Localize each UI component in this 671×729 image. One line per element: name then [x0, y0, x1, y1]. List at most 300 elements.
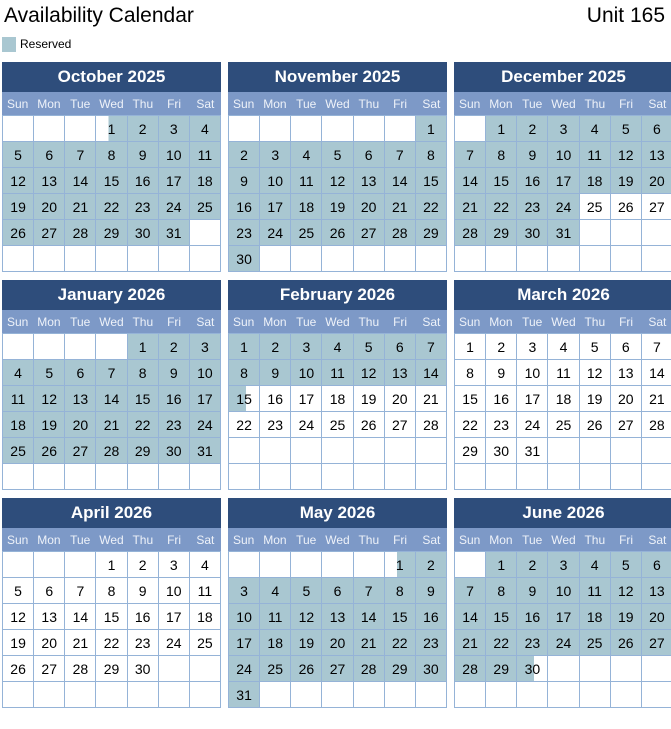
day-cell: 1 — [96, 116, 127, 142]
day-cell: 24 — [159, 194, 190, 220]
day-cell: 21 — [65, 194, 96, 220]
day-cell: 19 — [34, 412, 65, 438]
blank-cell — [3, 334, 34, 360]
blank-cell — [34, 682, 65, 708]
day-cell: 28 — [416, 412, 447, 438]
day-cell: 1 — [229, 334, 260, 360]
weekday-label: Thu — [584, 96, 606, 111]
blank-cell — [65, 682, 96, 708]
month-title: October 2025 — [2, 62, 221, 92]
day-cell: 4 — [260, 578, 291, 604]
day-cell: 6 — [354, 142, 385, 168]
day-cell: 12 — [611, 578, 642, 604]
blank-cell — [96, 464, 127, 490]
day-cell: 28 — [642, 412, 671, 438]
day-cell: 10 — [159, 578, 190, 604]
month-title: April 2026 — [2, 498, 221, 528]
day-cell: 30 — [229, 246, 260, 272]
weekday-label: Sat — [422, 314, 441, 329]
day-cell: 2 — [517, 552, 548, 578]
day-grid — [2, 333, 221, 490]
day-cell: 16 — [260, 386, 291, 412]
day-cell: 26 — [580, 412, 611, 438]
day-cell: 11 — [580, 142, 611, 168]
day-cell: 2 — [486, 334, 517, 360]
blank-cell — [128, 682, 159, 708]
day-cell: 31 — [548, 220, 579, 246]
day-cell: 15 — [486, 604, 517, 630]
blank-cell — [611, 464, 642, 490]
day-cell: 27 — [642, 630, 671, 656]
day-cell: 17 — [159, 604, 190, 630]
blank-cell — [190, 682, 221, 708]
day-cell: 31 — [229, 682, 260, 708]
day-cell: 10 — [190, 360, 221, 386]
day-cell: 6 — [34, 578, 65, 604]
day-cell: 9 — [416, 578, 447, 604]
weekday-label: Fri — [393, 532, 408, 547]
month-calendar — [228, 62, 447, 272]
day-cell: 16 — [517, 168, 548, 194]
day-cell: 24 — [548, 630, 579, 656]
day-cell: 15 — [96, 168, 127, 194]
weekday-label: Tue — [522, 314, 543, 329]
day-cell: 19 — [291, 630, 322, 656]
month-title: January 2026 — [2, 280, 221, 310]
day-cell: 21 — [455, 194, 486, 220]
blank-cell — [65, 246, 96, 272]
month-title: December 2025 — [454, 62, 671, 92]
blank-cell — [260, 246, 291, 272]
day-cell: 1 — [96, 552, 127, 578]
blank-cell — [128, 464, 159, 490]
weekday-label: Sat — [648, 96, 667, 111]
blank-cell — [354, 116, 385, 142]
day-cell: 3 — [159, 552, 190, 578]
blank-cell — [354, 464, 385, 490]
blank-cell — [96, 246, 127, 272]
day-cell: 23 — [159, 412, 190, 438]
blank-cell — [416, 246, 447, 272]
day-cell: 25 — [260, 656, 291, 682]
blank-cell — [486, 246, 517, 272]
legend — [2, 34, 671, 54]
blank-cell — [354, 438, 385, 464]
day-cell: 23 — [128, 194, 159, 220]
day-cell: 27 — [642, 194, 671, 220]
month-title: March 2026 — [454, 280, 671, 310]
day-cell: 1 — [486, 552, 517, 578]
blank-cell — [322, 246, 353, 272]
blank-cell — [611, 246, 642, 272]
weekday-label: Wed — [551, 96, 576, 111]
day-cell: 3 — [291, 334, 322, 360]
day-cell: 3 — [190, 334, 221, 360]
weekday-label: Mon — [263, 532, 287, 547]
day-cell: 12 — [580, 360, 611, 386]
day-cell: 9 — [260, 360, 291, 386]
weekday-label: Sun — [458, 314, 481, 329]
day-cell: 10 — [548, 578, 579, 604]
day-grid — [454, 551, 671, 708]
weekday-label: Sun — [6, 314, 29, 329]
blank-cell — [260, 116, 291, 142]
blank-cell — [580, 438, 611, 464]
day-cell: 12 — [3, 604, 34, 630]
blank-cell — [190, 656, 221, 682]
day-cell: 6 — [385, 334, 416, 360]
blank-cell — [455, 552, 486, 578]
weekday-label: Fri — [393, 314, 408, 329]
blank-cell — [159, 246, 190, 272]
day-cell: 26 — [291, 656, 322, 682]
day-cell: 9 — [128, 578, 159, 604]
day-cell: 5 — [580, 334, 611, 360]
day-cell: 21 — [96, 412, 127, 438]
blank-cell — [455, 464, 486, 490]
day-cell: 21 — [455, 630, 486, 656]
day-cell: 3 — [260, 142, 291, 168]
day-cell: 7 — [65, 578, 96, 604]
day-cell: 4 — [322, 334, 353, 360]
day-cell: 20 — [34, 194, 65, 220]
day-cell: 19 — [354, 386, 385, 412]
day-cell: 7 — [354, 578, 385, 604]
day-cell: 28 — [65, 220, 96, 246]
day-cell: 1 — [486, 116, 517, 142]
blank-cell — [385, 246, 416, 272]
weekday-label: Sat — [648, 314, 667, 329]
weekday-label: Mon — [37, 532, 61, 547]
day-cell: 22 — [455, 412, 486, 438]
blank-cell — [291, 682, 322, 708]
day-cell: 19 — [611, 604, 642, 630]
day-cell: 14 — [96, 386, 127, 412]
weekday-label: Mon — [263, 314, 287, 329]
blank-cell — [642, 246, 671, 272]
day-cell: 4 — [190, 552, 221, 578]
day-cell: 16 — [229, 194, 260, 220]
day-cell: 2 — [229, 142, 260, 168]
day-cell: 9 — [128, 142, 159, 168]
blank-cell — [322, 116, 353, 142]
blank-cell — [455, 246, 486, 272]
day-cell: 8 — [455, 360, 486, 386]
day-cell: 26 — [3, 656, 34, 682]
day-cell: 8 — [416, 142, 447, 168]
day-cell: 11 — [580, 578, 611, 604]
day-cell: 19 — [322, 194, 353, 220]
day-cell: 18 — [260, 630, 291, 656]
day-cell: 23 — [486, 412, 517, 438]
day-cell: 6 — [642, 552, 671, 578]
day-cell: 2 — [416, 552, 447, 578]
weekday-label: Thu — [358, 532, 380, 547]
blank-cell — [354, 682, 385, 708]
day-cell: 8 — [96, 142, 127, 168]
weekday-header — [228, 310, 447, 333]
blank-cell — [96, 334, 127, 360]
blank-cell — [34, 334, 65, 360]
weekday-label: Fri — [167, 532, 182, 547]
day-cell: 13 — [34, 604, 65, 630]
day-cell: 9 — [517, 578, 548, 604]
weekday-label: Thu — [358, 314, 380, 329]
weekday-label: Mon — [263, 96, 287, 111]
blank-cell — [416, 438, 447, 464]
weekday-label: Sun — [232, 532, 255, 547]
day-cell: 21 — [65, 630, 96, 656]
day-cell: 30 — [416, 656, 447, 682]
day-cell: 29 — [128, 438, 159, 464]
blank-cell — [455, 682, 486, 708]
day-cell: 22 — [96, 630, 127, 656]
day-cell: 13 — [65, 386, 96, 412]
day-cell: 30 — [486, 438, 517, 464]
blank-cell — [548, 438, 579, 464]
blank-cell — [159, 464, 190, 490]
day-cell: 31 — [517, 438, 548, 464]
weekday-label: Mon — [489, 314, 513, 329]
weekday-label: Fri — [167, 314, 182, 329]
blank-cell — [291, 246, 322, 272]
day-cell: 11 — [260, 604, 291, 630]
day-cell: 9 — [159, 360, 190, 386]
weekday-label: Thu — [584, 314, 606, 329]
weekday-label: Tue — [522, 532, 543, 547]
day-cell: 8 — [128, 360, 159, 386]
weekday-label: Sun — [232, 96, 255, 111]
blank-cell — [96, 682, 127, 708]
day-cell: 26 — [322, 220, 353, 246]
weekday-label: Thu — [132, 532, 154, 547]
blank-cell — [3, 682, 34, 708]
weekday-label: Thu — [132, 314, 154, 329]
blank-cell — [455, 116, 486, 142]
day-cell: 21 — [385, 194, 416, 220]
day-cell: 14 — [65, 168, 96, 194]
day-cell: 30 — [517, 656, 548, 682]
blank-cell — [611, 220, 642, 246]
day-cell: 20 — [642, 168, 671, 194]
blank-cell — [322, 464, 353, 490]
day-cell: 11 — [190, 578, 221, 604]
weekday-label: Wed — [551, 314, 576, 329]
blank-cell — [416, 464, 447, 490]
month-title: February 2026 — [228, 280, 447, 310]
day-cell: 11 — [3, 386, 34, 412]
day-cell: 19 — [580, 386, 611, 412]
legend-label: Reserved — [20, 37, 72, 51]
day-cell: 25 — [322, 412, 353, 438]
blank-cell — [229, 464, 260, 490]
day-cell: 5 — [354, 334, 385, 360]
day-cell: 18 — [580, 604, 611, 630]
day-cell: 14 — [642, 360, 671, 386]
weekday-label: Fri — [167, 96, 182, 111]
blank-cell — [611, 656, 642, 682]
blank-cell — [642, 464, 671, 490]
day-cell: 14 — [416, 360, 447, 386]
weekday-header — [454, 92, 671, 115]
month-calendar — [228, 498, 447, 708]
blank-cell — [548, 656, 579, 682]
weekday-label: Fri — [619, 96, 634, 111]
day-cell: 14 — [455, 168, 486, 194]
weekday-label: Fri — [619, 314, 634, 329]
day-cell: 16 — [128, 604, 159, 630]
weekday-header — [454, 310, 671, 333]
blank-cell — [611, 438, 642, 464]
blank-cell — [580, 246, 611, 272]
day-cell: 8 — [385, 578, 416, 604]
weekday-header — [2, 528, 221, 551]
day-cell: 8 — [229, 360, 260, 386]
blank-cell — [517, 682, 548, 708]
day-cell: 5 — [611, 116, 642, 142]
weekday-label: Wed — [99, 532, 124, 547]
day-cell: 8 — [96, 578, 127, 604]
day-cell: 24 — [190, 412, 221, 438]
day-cell: 4 — [190, 116, 221, 142]
day-cell: 18 — [190, 604, 221, 630]
day-cell: 24 — [229, 656, 260, 682]
reserved-swatch-icon — [2, 37, 16, 52]
month-calendar — [454, 498, 671, 708]
blank-cell — [517, 464, 548, 490]
page-header — [2, 2, 671, 32]
blank-cell — [611, 682, 642, 708]
day-cell: 22 — [486, 630, 517, 656]
day-cell: 24 — [260, 220, 291, 246]
day-cell: 13 — [642, 142, 671, 168]
day-cell: 5 — [34, 360, 65, 386]
blank-cell — [159, 682, 190, 708]
weekday-header — [454, 528, 671, 551]
day-cell: 3 — [229, 578, 260, 604]
day-grid — [454, 115, 671, 272]
blank-cell — [229, 116, 260, 142]
weekday-label: Tue — [296, 314, 317, 329]
blank-cell — [291, 464, 322, 490]
weekday-label: Sat — [196, 532, 215, 547]
weekday-label: Tue — [70, 532, 91, 547]
blank-cell — [128, 246, 159, 272]
day-cell: 23 — [416, 630, 447, 656]
day-cell: 16 — [517, 604, 548, 630]
blank-cell — [385, 682, 416, 708]
day-cell: 23 — [260, 412, 291, 438]
day-cell: 13 — [642, 578, 671, 604]
day-grid — [228, 333, 447, 490]
day-cell: 28 — [65, 656, 96, 682]
blank-cell — [3, 552, 34, 578]
day-cell: 4 — [291, 142, 322, 168]
day-cell: 10 — [548, 142, 579, 168]
day-cell: 2 — [260, 334, 291, 360]
blank-cell — [260, 552, 291, 578]
day-cell: 5 — [3, 578, 34, 604]
blank-cell — [190, 220, 221, 246]
day-cell: 12 — [322, 168, 353, 194]
day-cell: 24 — [548, 194, 579, 220]
day-cell: 14 — [455, 604, 486, 630]
weekday-label: Thu — [584, 532, 606, 547]
day-grid — [228, 115, 447, 272]
day-cell: 3 — [517, 334, 548, 360]
day-cell: 18 — [3, 412, 34, 438]
weekday-header — [228, 528, 447, 551]
day-cell: 6 — [611, 334, 642, 360]
blank-cell — [385, 464, 416, 490]
weekday-label: Thu — [358, 96, 380, 111]
blank-cell — [65, 334, 96, 360]
weekday-label: Sat — [648, 532, 667, 547]
day-cell: 28 — [455, 656, 486, 682]
day-cell: 25 — [580, 194, 611, 220]
day-cell: 14 — [385, 168, 416, 194]
day-cell: 25 — [3, 438, 34, 464]
day-cell: 22 — [416, 194, 447, 220]
day-cell: 24 — [517, 412, 548, 438]
day-cell: 20 — [611, 386, 642, 412]
weekday-label: Tue — [296, 96, 317, 111]
day-cell: 28 — [455, 220, 486, 246]
day-cell: 30 — [517, 220, 548, 246]
day-cell: 4 — [548, 334, 579, 360]
day-cell: 15 — [96, 604, 127, 630]
blank-cell — [548, 246, 579, 272]
day-cell: 2 — [128, 552, 159, 578]
blank-cell — [385, 116, 416, 142]
weekday-label: Tue — [70, 96, 91, 111]
weekday-label: Sat — [422, 96, 441, 111]
day-cell: 16 — [159, 386, 190, 412]
blank-cell — [260, 682, 291, 708]
blank-cell — [3, 246, 34, 272]
blank-cell — [486, 682, 517, 708]
weekday-label: Wed — [325, 314, 350, 329]
day-cell: 12 — [291, 604, 322, 630]
day-cell: 22 — [385, 630, 416, 656]
day-cell: 6 — [322, 578, 353, 604]
day-cell: 20 — [65, 412, 96, 438]
weekday-label: Sat — [422, 532, 441, 547]
day-cell: 6 — [65, 360, 96, 386]
day-cell: 13 — [611, 360, 642, 386]
day-cell: 20 — [385, 386, 416, 412]
day-cell: 18 — [190, 168, 221, 194]
month-calendar — [2, 280, 221, 490]
day-cell: 21 — [354, 630, 385, 656]
month-calendar — [454, 62, 671, 272]
blank-cell — [548, 464, 579, 490]
day-cell: 1 — [385, 552, 416, 578]
day-cell: 16 — [128, 168, 159, 194]
day-cell: 7 — [455, 578, 486, 604]
day-cell: 29 — [455, 438, 486, 464]
day-cell: 7 — [642, 334, 671, 360]
day-cell: 20 — [354, 194, 385, 220]
weekday-label: Tue — [70, 314, 91, 329]
day-grid — [228, 551, 447, 708]
day-cell: 15 — [385, 604, 416, 630]
weekday-label: Tue — [296, 532, 317, 547]
day-cell: 15 — [229, 386, 260, 412]
day-cell: 2 — [128, 116, 159, 142]
day-grid — [454, 333, 671, 490]
day-cell: 17 — [291, 386, 322, 412]
